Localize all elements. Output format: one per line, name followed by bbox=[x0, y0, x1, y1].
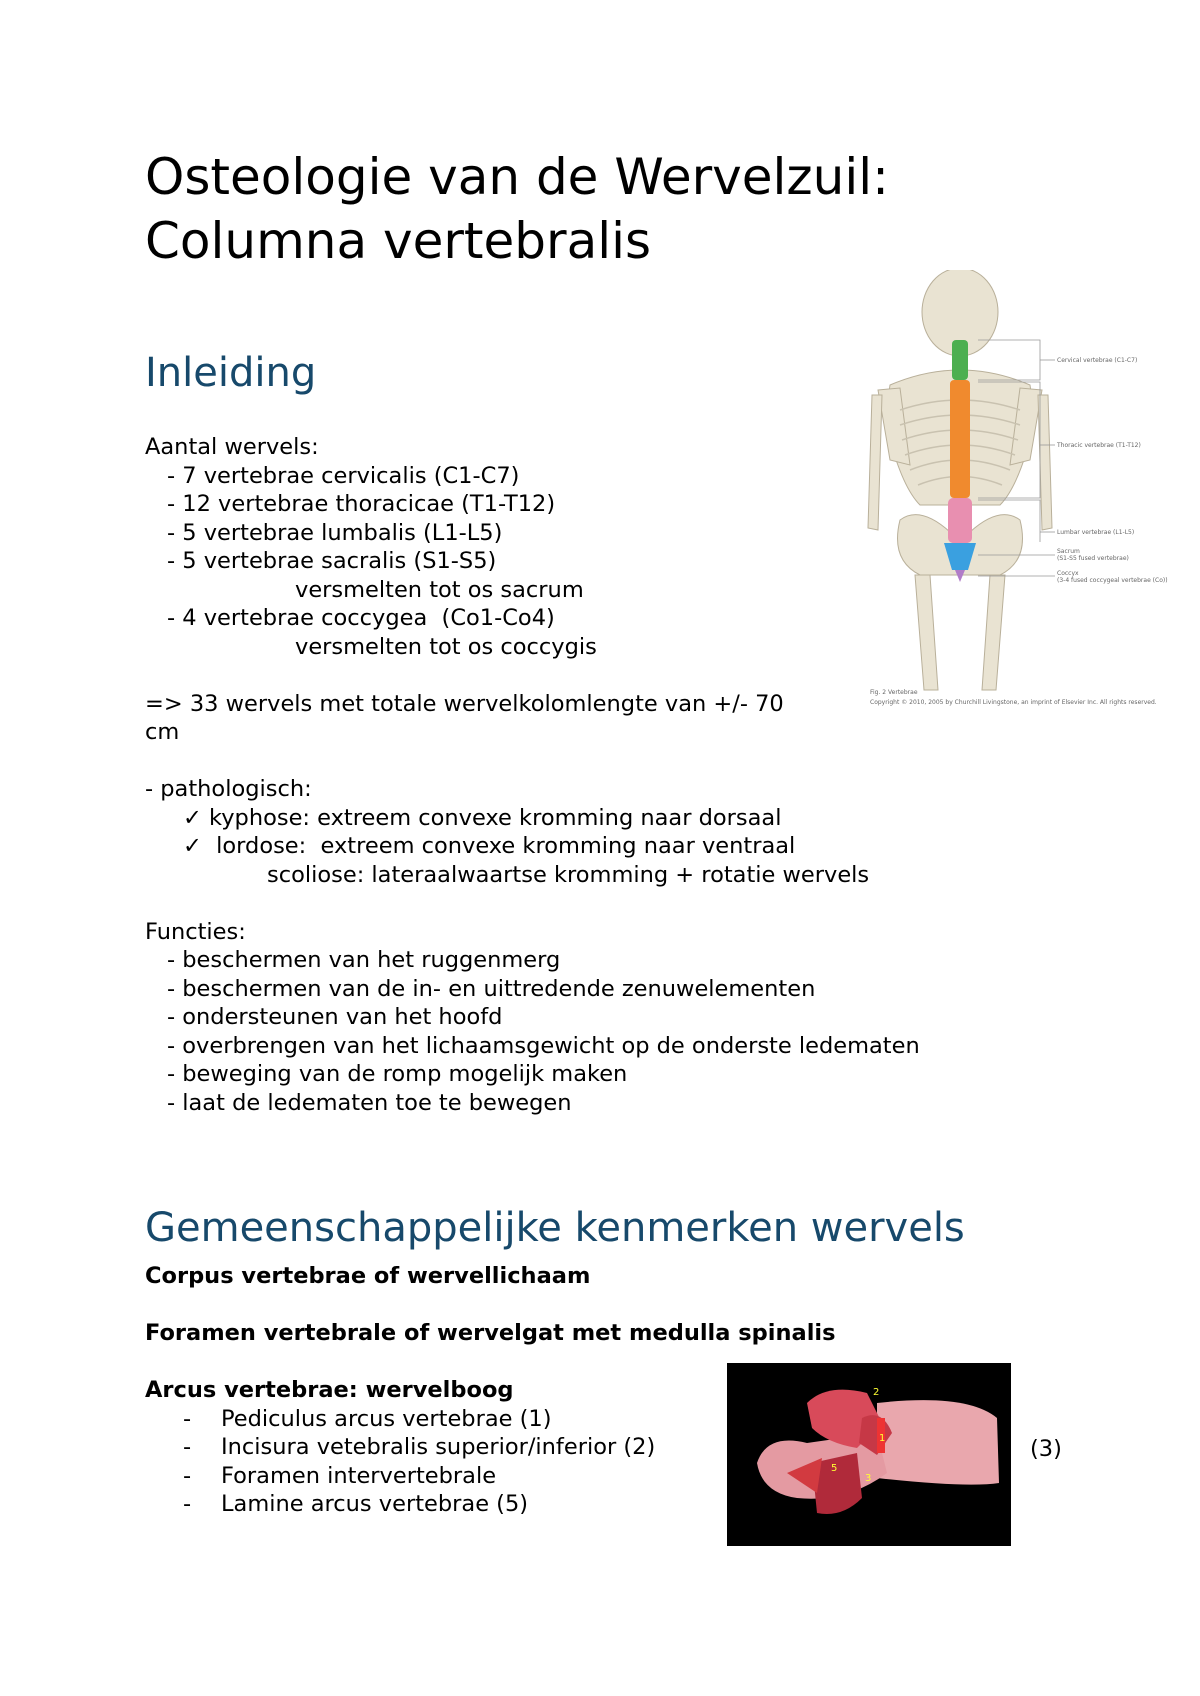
list-item: - beschermen van het ruggenmerg bbox=[167, 947, 561, 973]
title-line-1: Osteologie van de Wervelzuil: bbox=[145, 148, 889, 206]
vertebra-3d-figure bbox=[727, 1363, 1011, 1546]
patho-item: ✓ kyphose: extreem convexe kromming naar dorsaal bbox=[183, 804, 782, 831]
list-item: - 4 vertebrae coccygea (Co1-Co4) bbox=[167, 605, 555, 631]
figure-label: Coccyx bbox=[1057, 570, 1079, 577]
list-note: versmelten tot os sacrum bbox=[295, 576, 584, 603]
list-note: versmelten tot os coccygis bbox=[295, 633, 597, 660]
list-item: - ondersteunen van het hoofd bbox=[167, 1004, 503, 1030]
patho-item: scoliose: lateraalwaartse kromming + rotatie wervels bbox=[267, 861, 870, 888]
list-item: - 12 vertebrae thoracicae (T1-T12) bbox=[167, 491, 556, 517]
lumbar-segment bbox=[948, 498, 972, 543]
figure-label: 5 bbox=[831, 1463, 838, 1474]
list-item: - Lamine arcus vertebrae (5) bbox=[183, 1491, 529, 1517]
count-label: Aantal wervels: bbox=[145, 434, 319, 460]
spine-skeleton-figure bbox=[860, 270, 1170, 710]
list-item: - Incisura vetebralis superior/inferior (2) bbox=[183, 1434, 656, 1460]
figure-copyright: Copyright © 2010, 2005 by Churchill Livingstone, an imprint of Elsevier Inc. All rights reserved. bbox=[870, 699, 1157, 706]
list-item: - beweging van de romp mogelijk maken bbox=[167, 1061, 628, 1087]
cervical-segment bbox=[952, 340, 968, 380]
common-section bbox=[145, 1262, 836, 1519]
figure-label: Sacrum bbox=[1057, 548, 1080, 555]
patho-item: ✓ lordose: extreem convexe kromming naar ventraal bbox=[183, 833, 796, 859]
figure-label: 2 bbox=[873, 1387, 880, 1398]
figure-label: Lumbar vertebrae (L1-L5) bbox=[1057, 529, 1135, 536]
figure-label: (S1-S5 fused vertebrae) bbox=[1057, 555, 1129, 562]
side-label-3: (3) bbox=[1030, 1436, 1062, 1462]
title-line-2: Columna vertebralis bbox=[145, 212, 652, 270]
list-item: - Foramen intervertebrale bbox=[183, 1462, 497, 1489]
figure-label: Thoracic vertebrae (T1-T12) bbox=[1057, 442, 1141, 449]
list-item: - 5 vertebrae lumbalis (L1-L5) bbox=[167, 519, 503, 546]
heading-common-features: Gemeenschappelijke kenmerken wervels bbox=[145, 1205, 965, 1251]
list-item: - overbrengen van het lichaamsgewicht op de onderste ledematen bbox=[167, 1032, 920, 1059]
list-item: - 5 vertebrae sacralis (S1-S5) bbox=[167, 548, 497, 574]
functions-label: Functies: bbox=[145, 918, 246, 945]
list-item: - laat de ledematen toe te bewegen bbox=[167, 1089, 572, 1116]
list-item: - 7 vertebrae cervicalis (C1-C7) bbox=[167, 462, 520, 489]
total-line-2: cm bbox=[145, 719, 180, 745]
arcus-heading: Arcus vertebrae: wervelboog bbox=[145, 1377, 514, 1403]
figure-label: 1 bbox=[879, 1433, 886, 1444]
heading-inleiding: Inleiding bbox=[145, 350, 317, 396]
total-line-1: => 33 wervels met totale wervelkolomlengte van +/- 70 bbox=[145, 690, 784, 717]
figure-label: 3 bbox=[865, 1473, 872, 1484]
thoracic-segment bbox=[950, 380, 970, 498]
figure-caption: Fig. 2 Vertebrae bbox=[870, 689, 918, 696]
page-title bbox=[145, 145, 889, 273]
coccyx-segment bbox=[955, 570, 965, 582]
foramen-heading: Foramen vertebrale of wervelgat met medulla spinalis bbox=[145, 1320, 836, 1346]
check-icon: ✓ bbox=[183, 804, 202, 831]
check-icon: ✓ bbox=[183, 833, 202, 859]
patho-label: - pathologisch: bbox=[145, 776, 312, 802]
list-item: - Pediculus arcus vertebrae (1) bbox=[183, 1405, 552, 1432]
list-item: - beschermen van de in- en uittredende zenuwelementen bbox=[167, 975, 816, 1002]
corpus-heading: Corpus vertebrae of wervellichaam bbox=[145, 1263, 591, 1289]
figure-label: (3-4 fused coccygeal vertebrae (Co)) bbox=[1057, 577, 1168, 584]
figure-label: Cervical vertebrae (C1-C7) bbox=[1057, 357, 1138, 364]
